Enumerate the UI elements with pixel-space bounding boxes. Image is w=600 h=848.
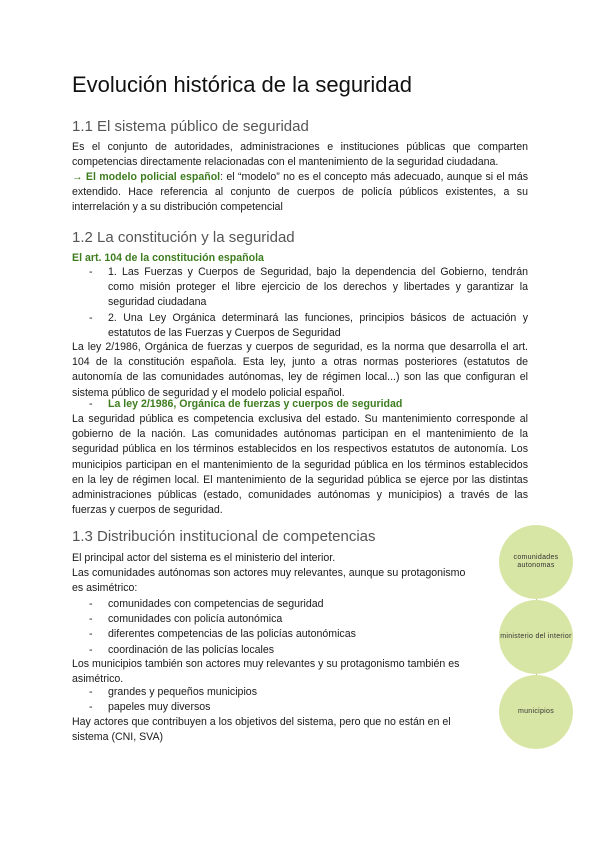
municipios-list xyxy=(72,685,472,715)
diagram-node-comunidades: comunidades autonomas xyxy=(499,525,573,599)
section-1-1-paragraph: Es el conjunto de autoridades, administraciones e instituciones públicas que comparten competencias directamente relacionadas con el mantenimiento de la seguridad ciudadana. xyxy=(72,141,528,169)
list-item: - comunidades con competencias de seguridad xyxy=(89,598,324,610)
section-heading-1-3: 1.3 Distribución institucional de competencias xyxy=(72,528,376,545)
seguridad-publica-paragraph: La seguridad pública es competencia exclusiva del estado. Su mantenimiento corresponde al gobierno de la nación. Las comunidades autónomas participan en el mantenimiento de la seguridad pública en los términos establecidos en los respectivos estatutos de autonomía. Los municipios participan en el mantenimiento de la seguridad pública en los términos establecidos en la ley de régimen local. El mantenimiento de la seguridad pública se ejerce por las distintas administraciones públicas (estado, comunidades autónomas y municipios) a través de las fuerzas y cuerpos de seguridad. xyxy=(72,413,528,517)
section-heading-1-1: 1.1 El sistema público de seguridad xyxy=(72,118,309,135)
list-item: - diferentes competencias de las policías autonómicas xyxy=(89,628,356,641)
section-heading-1-2: 1.2 La constitución y la seguridad xyxy=(72,229,295,246)
list-item: - papeles muy diversos xyxy=(89,701,211,714)
art-104-heading: El art. 104 de la constitución española xyxy=(72,252,264,264)
otros-actores-text: Hay actores que contribuyen a los objetivos del sistema, pero que no están en el sistema (CNI, SVA) xyxy=(72,716,451,744)
list-item: - comunidades con policía autonómica xyxy=(89,613,283,626)
modelo-policial-text: : el “modelo” no es el concepto más adecuado, aunque si el más extendido. Hace referencia al conjunto de cuerpos de policía públicos existentes, a su interrelación y a su distribución competencial xyxy=(72,171,529,214)
art-104-list xyxy=(72,265,528,341)
list-item: - 1. Las Fuerzas y Cuerpos de Seguridad, bajo la dependencia del Gobierno, tendrán como misión proteger el libre ejercicio de los derechos y libertades y garantizar la seguridad ciudadana xyxy=(89,266,528,309)
list-item: - 2. Una Ley Orgánica determinará las funciones, principios básicos de actuación y estatutos de las Fuerzas y Cuerpos de Seguridad xyxy=(89,311,528,339)
ley-list xyxy=(72,397,528,412)
diagram-node-ministerio: ministerio del interior xyxy=(499,600,573,674)
distribucion-text: El principal actor del sistema es el ministerio del interior. Las comunidades autónomas son actores muy relevantes, aunque su protagonismo es asimétrico: xyxy=(72,552,466,595)
ley-2-1986-paragraph: La ley 2/1986, Orgánica de fuerzas y cuerpos de seguridad, es la norma que desarrolla el art. 104 de la constitución española. Esta ley, junto a otras normas posteriores (estatutos de autonomía de las comunidades autónomas, ley de régimen local...) son las que configuran el sistema público de seguridad y el modelo policial español. xyxy=(72,341,528,399)
list-item: - grandes y pequeños municipios xyxy=(89,686,257,698)
list-item: - coordinación de las policías locales xyxy=(89,643,275,656)
modelo-policial-paragraph xyxy=(72,170,528,216)
municipios-text: Los municipios también son actores muy relevantes y su protagonismo también es asimétrico. xyxy=(72,658,460,686)
page-title: Evolución histórica de la seguridad xyxy=(72,72,412,97)
modelo-policial-label: → El modelo policial español xyxy=(72,171,221,183)
comunidades-list xyxy=(72,597,472,658)
list-item: - La ley 2/1986, Orgánica de fuerzas y cuerpos de seguridad xyxy=(89,398,403,410)
diagram-node-municipios: municipios xyxy=(499,675,573,749)
